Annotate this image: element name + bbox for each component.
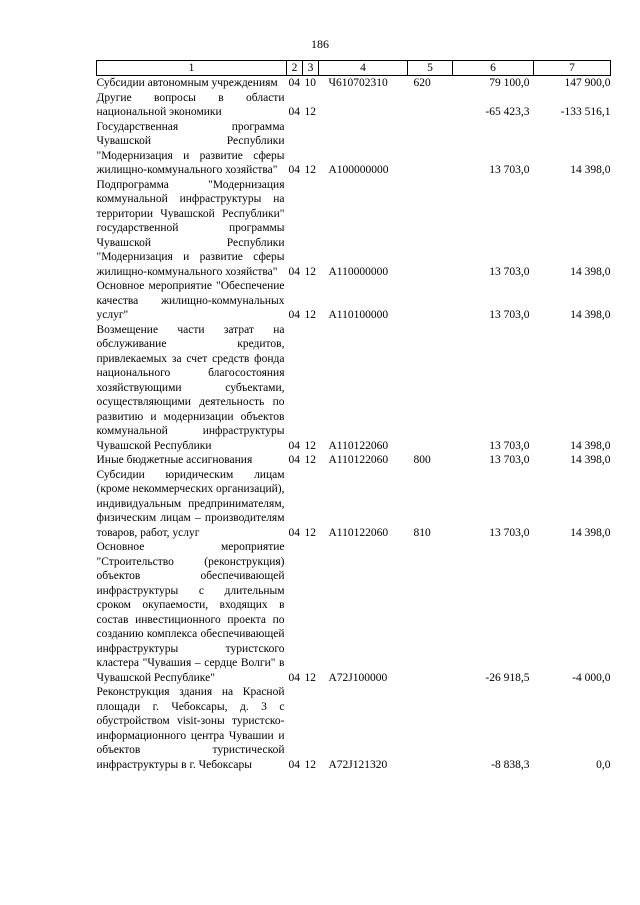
row-target-article: A110122060 [328,439,389,452]
row-amount-1: -8 838,3 [491,758,530,771]
row-name: Возмещение части затрат на обслуживание кредитов, привлекаемых за счет средств фонда национального благосостояния хозяйствующими субъектами, осуществляющими деятельность по развитию и модернизации объектов коммунальной инфраструктуры Чувашской Республики [96,323,285,452]
page-number: 186 [311,37,329,51]
row-amount-1: 79 100,0 [489,77,530,89]
row-subsection: 12 [304,526,316,539]
row-target-article: A72J100000 [328,671,388,684]
column-header-subsection: 3 [303,61,319,76]
row-amount-1: 13 703,0 [489,439,530,452]
row-name: Основное мероприятие "Обеспечение качества жилищно-коммунальных услуг" [96,280,285,321]
table-row [97,323,611,454]
row-name: Иные бюджетные ассигнования [96,454,253,466]
row-section: 04 [288,164,300,176]
row-subsection: 12 [304,309,316,321]
row-amount-1: 13 703,0 [489,454,530,466]
row-subsection: 12 [304,758,316,771]
row-subsection: 10 [304,77,316,89]
row-amount-2: 14 398,0 [570,164,611,176]
row-section: 04 [288,758,300,771]
row-name: Другие вопросы в области национальной экономики [96,91,285,118]
row-subsection: 12 [304,671,316,684]
row-amount-2: -4 000,0 [572,671,611,684]
row-section: 04 [288,265,300,278]
row-expense-type [408,120,453,178]
row-amount-2: 0,0 [596,758,611,771]
column-header-section: 2 [287,61,303,76]
row-section: 04 [288,77,300,89]
row-expense-type [408,91,453,120]
row-target-article [319,91,408,120]
row-subsection: 12 [304,106,316,118]
row-subsection: 12 [304,439,316,452]
column-header-name: 1 [97,61,287,76]
row-subsection: 12 [304,164,316,176]
row-expense-type [408,685,453,772]
row-expense-type [408,178,453,280]
row-target-article: A110122060 [328,526,389,539]
row-amount-1: 13 703,0 [489,265,530,278]
row-target-article: A72J121320 [328,758,388,771]
table-header [97,61,611,76]
row-target-article: A110000000 [328,265,389,278]
row-section: 04 [288,526,300,539]
table-row [97,540,611,685]
row-subsection: 12 [304,265,316,278]
row-section: 04 [288,439,300,452]
row-name: Реконструкция здания на Красной площади г. Чебоксары, д. 3 с обустройством visit-зоны туристско-информационного центра Чувашии и объектов туристической инфраструктуры в г. Чебоксары [96,686,285,771]
row-amount-2: 14 398,0 [570,439,611,452]
row-amount-1: -26 918,5 [485,671,530,684]
column-header-expense-type: 5 [408,61,453,76]
table-row [97,279,611,323]
table-row [97,685,611,772]
table-row [97,91,611,120]
table-body [97,76,611,773]
table-row [97,468,611,541]
row-section: 04 [288,454,300,466]
row-section: 04 [288,106,300,118]
row-amount-2: 14 398,0 [570,265,611,278]
table-row [97,76,611,91]
row-amount-2: 14 398,0 [570,309,611,321]
row-subsection: 12 [304,454,316,466]
row-name: Субсидии автономным учреждениям [96,77,278,89]
row-amount-1: 13 703,0 [489,309,530,321]
row-section: 04 [288,309,300,321]
column-header-amount-1: 6 [453,61,534,76]
row-amount-1: 13 703,0 [489,526,530,539]
table-row [97,178,611,280]
row-amount-1: -65 423,3 [485,106,530,118]
table-row [97,120,611,178]
row-target-article: A100000000 [328,164,389,176]
row-section: 04 [288,671,300,684]
column-header-target-article: 4 [319,61,408,76]
row-name: Подпрограмма "Модернизация коммунальной инфраструктуры на территории Чувашской Республики" государственной программы Чувашской Республики "Модернизация и развитие сферы жилищно-коммунального хозяйства" [96,178,285,278]
table-row [97,453,611,468]
row-expense-type: 620 [413,77,431,89]
row-name: Государственная программа Чувашской Республики "Модернизация и развитие сферы жилищно-коммунального хозяйства" [96,120,285,176]
row-amount-2: 14 398,0 [570,526,611,539]
row-expense-type: 800 [413,454,431,466]
row-amount-2: 14 398,0 [570,454,611,466]
row-expense-type [408,279,453,323]
row-name: Субсидии юридическим лицам (кроме некоммерческих организаций), индивидуальным предпринимателям, физическим лицам – производителям товаров, работ, услуг [96,468,285,539]
row-amount-2: -133 516,1 [560,106,611,118]
row-target-article: A110100000 [328,309,389,321]
row-amount-2: 147 900,0 [564,77,611,89]
column-header-amount-2: 7 [534,61,611,76]
budget-table [96,60,611,772]
row-target-article: A110122060 [328,454,389,466]
row-amount-1: 13 703,0 [489,164,530,176]
row-expense-type [408,323,453,454]
row-expense-type [408,540,453,685]
row-expense-type: 810 [413,526,431,539]
row-name: Основное мероприятие "Строительство (реконструкция) объектов обеспечивающей инфраструктуры с длительным сроком окупаемости, входящих в состав инвестиционного проекта по созданию комплекса обеспечивающей инфраструктуры туристского кластера "Чувашия – сердце Волги" в Чувашской Республике" [96,541,285,684]
row-target-article: Ч610702310 [328,77,388,89]
